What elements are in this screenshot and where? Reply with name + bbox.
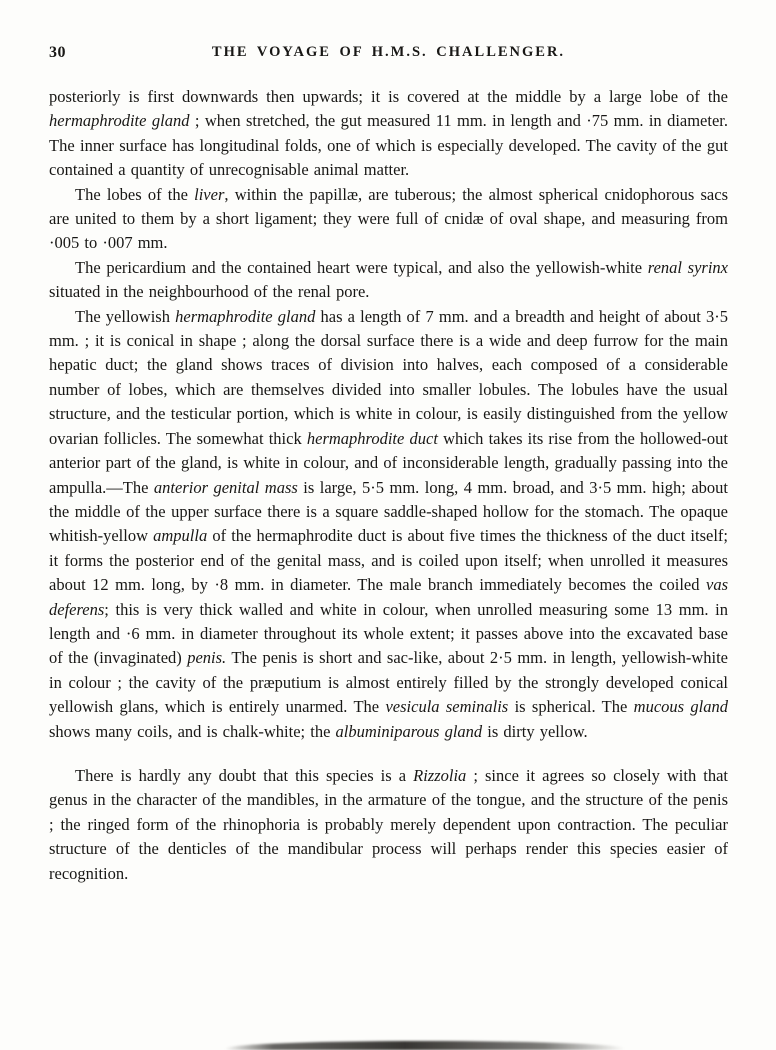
italic-term: ampulla xyxy=(153,526,208,546)
text-run: There is hardly any doubt that this species is a xyxy=(75,765,414,785)
paragraph xyxy=(49,764,728,886)
text-run: situated in the neighbourhood of the renal pore. xyxy=(49,282,370,302)
paragraph xyxy=(49,256,728,305)
paragraph xyxy=(49,85,728,183)
scan-edge-shadow xyxy=(225,1041,625,1050)
text-run: is dirty yellow. xyxy=(482,721,588,741)
text-run: The yellowish xyxy=(75,306,176,326)
italic-term: mucous gland xyxy=(633,697,728,717)
italic-term: liver xyxy=(194,184,225,204)
text-run: posteriorly is first downwards then upwards; it is covered at the middle by a large lobe of the xyxy=(49,87,728,106)
text-run: The pericardium and the contained heart were typical, and also the yellowish-white xyxy=(75,257,648,277)
page-body xyxy=(49,85,728,886)
paragraph xyxy=(49,305,728,744)
text-run: shows many coils, and is chalk-white; the xyxy=(49,721,336,741)
italic-term: vas deferens xyxy=(49,575,728,619)
italic-term: hermaphrodite gland xyxy=(49,111,190,131)
paragraph xyxy=(49,183,728,256)
italic-term: hermaphrodite duct xyxy=(306,428,438,448)
text-run: of the hermaphrodite duct is about five times the thickness of the duct itself; it forms the posterior end of the genital mass, and is coiled upon itself; when unrolled it measures about 12 mm. long, by ·8 mm. in diameter. The male branch immediately becomes the coiled xyxy=(49,526,729,595)
text-run: ; when stretched, the gut measured 11 mm. in length and ·75 mm. in diameter. The inner surface has longitudinal folds, one of which is especially developed. The cavity of the gut contained a quantity of unrecognisable animal matter. xyxy=(49,111,729,180)
text-run: ; this is very thick walled and white in colour, when unrolled measuring some 13 mm. in length and ·6 mm. in diameter throughout its whole extent; it passes above into the excavated base of the (invaginated) xyxy=(49,599,728,668)
text-run: The penis is short and sac-like, about 2·5 mm. in length, yellowish-white in colour ; the cavity of the præputium is almost entirely filled by the strongly developed conical yellowish glans, which is entirely unarmed. The xyxy=(49,648,728,717)
text-run: is large, 5·5 mm. long, 4 mm. broad, and 3·5 mm. high; about the middle of the upper surface there is a square saddle-shaped hollow for the stomach. The opaque whitish-yellow xyxy=(49,477,728,546)
page-header xyxy=(49,44,728,66)
text-run: ; since it agrees so closely with that genus in the character of the mandibles, in the armature of the tongue, and the structure of the penis ; the ringed form of the rhinophoria is probably merely dependent upon contraction. The peculiar structure of the denticles of the mandibular process will perhaps render this species easier of recognition. xyxy=(49,765,729,883)
text-run: is spherical. The xyxy=(508,697,634,717)
italic-term: anterior genital mass xyxy=(153,477,298,497)
page-number: 30 xyxy=(49,44,66,61)
italic-term: hermaphrodite gland xyxy=(175,306,316,326)
italic-term: renal syrinx xyxy=(647,257,729,277)
italic-term: penis. xyxy=(187,648,227,668)
italic-term: Rizzolia xyxy=(413,765,467,785)
running-title: THE VOYAGE OF H.M.S. CHALLENGER. xyxy=(211,44,566,60)
italic-term: albuminiparous gland xyxy=(335,721,483,741)
text-run: has a length of 7 mm. and a breadth and height of about 3·5 mm. ; it is conical in shape ; along the dorsal surface there is a wide and deep furrow for the main hepatic duct; the gland shows traces of division into halves, each composed of a considerable number of lobes, which are themselves divided into smaller lobules. The lobules have the usual structure, and the testicular portion, which is white in colour, is easily distinguished from the yellow ovarian follicles. The somewhat thick xyxy=(49,306,729,448)
italic-term: vesicula seminalis xyxy=(385,697,509,717)
text-run: , within the papillæ, are tuberous; the almost spherical cnidophorous sacs are united to them by a short ligament; they were full of cnidæ of oval shape, and measuring from ·005 to ·007 mm. xyxy=(49,184,728,253)
text-run: which takes its rise from the hollowed-out anterior part of the gland, is white in colour, and of inconsiderable length, gradually passing into the ampulla.—The xyxy=(49,428,728,497)
text-run: The lobes of the xyxy=(75,184,195,204)
